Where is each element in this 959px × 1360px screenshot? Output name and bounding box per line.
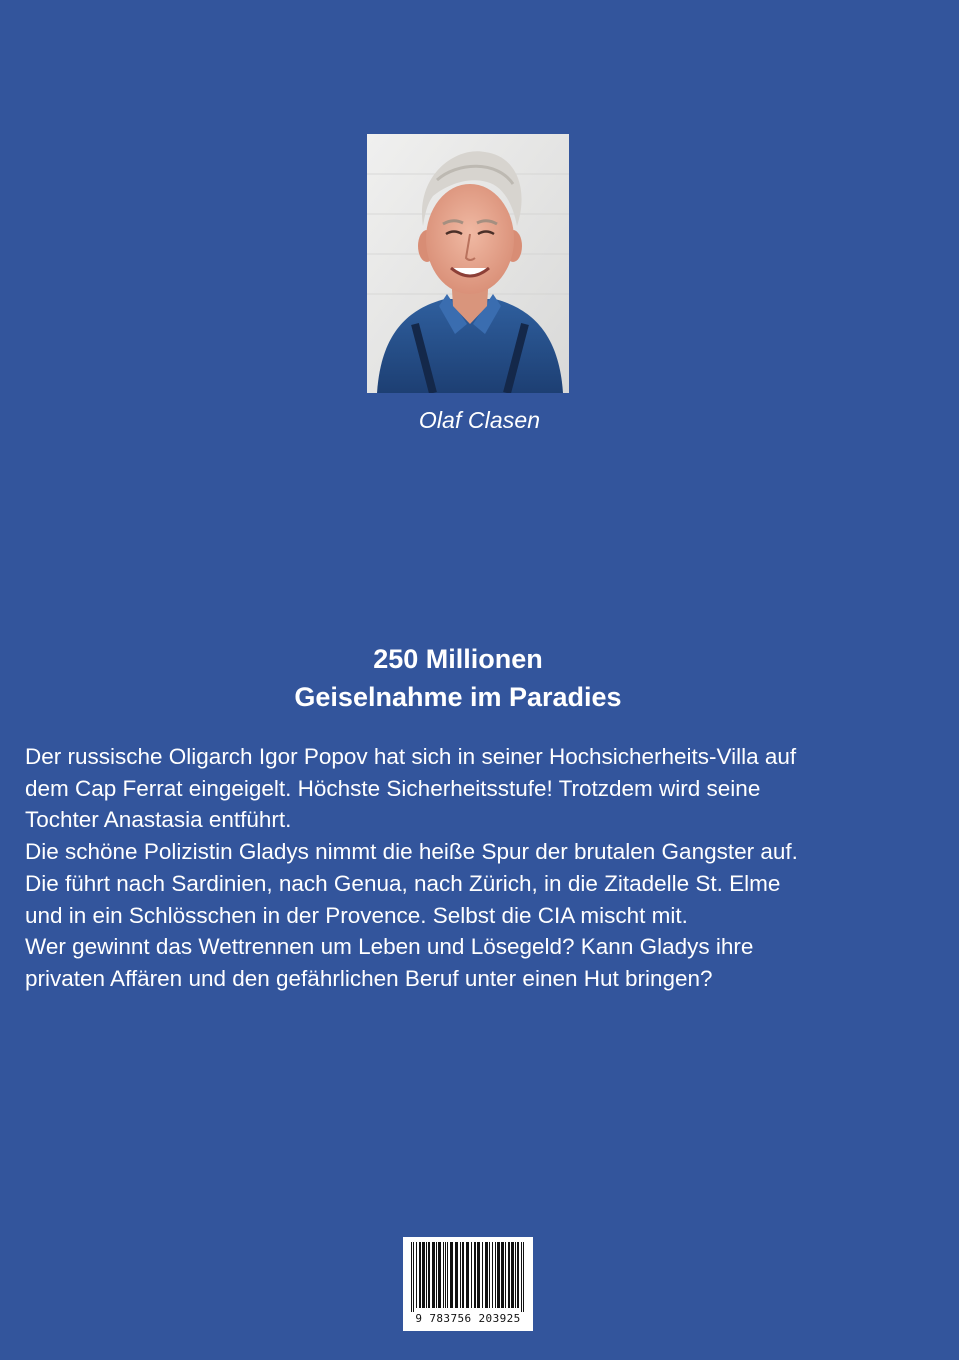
barcode-bar [460, 1242, 461, 1308]
barcode-bar [450, 1242, 453, 1308]
blurb-line: Die führt nach Sardinien, nach Genua, nach Zürich, in die Zitadelle St. Elme [25, 870, 781, 896]
barcode-bar [482, 1242, 483, 1308]
barcode-bar [515, 1242, 516, 1308]
barcode-digits: 9 783756 203925 [415, 1312, 521, 1325]
barcode-bar [521, 1242, 522, 1312]
book-title [0, 640, 916, 716]
blurb-line: Tochter Anastasia entführt. [25, 807, 292, 833]
barcode-bar [497, 1242, 500, 1308]
barcode-bar [455, 1242, 458, 1308]
barcode-bar [428, 1242, 430, 1308]
barcode-bar [436, 1242, 437, 1308]
title-line-1: 250 Millionen [373, 644, 543, 674]
barcode-bars [403, 1237, 533, 1313]
barcode-bar [426, 1242, 427, 1308]
barcode-bar [495, 1242, 496, 1308]
title-line-2: Geiselnahme im Paradies [294, 682, 622, 712]
barcode-bar [462, 1242, 464, 1308]
blurb-line: Die schöne Polizistin Gladys nimmt die heiße Spur der brutalen Gangster auf. [25, 839, 798, 865]
author-portrait [367, 134, 569, 393]
barcode-bar [505, 1242, 506, 1308]
barcode-bar [411, 1242, 412, 1312]
barcode-bar [508, 1242, 510, 1308]
barcode-bar [492, 1242, 493, 1308]
barcode-bar [489, 1242, 490, 1308]
blurb-line: Der russische Oligarch Igor Popov hat sich in seiner Hochsicherheits-Villa auf [25, 744, 797, 769]
barcode-bar [443, 1242, 444, 1308]
barcode-bar [422, 1242, 425, 1308]
barcode-bar [419, 1242, 421, 1308]
barcode-bar [438, 1242, 441, 1308]
isbn-barcode [403, 1237, 533, 1331]
blurb-line: Wer gewinnt das Wettrennen um Leben und Lösegeld? Kann Gladys ihre [25, 934, 754, 960]
blurb-line: dem Cap Ferrat eingeigelt. Höchste Sicherheitsstufe! Trotzdem wird seine [25, 775, 761, 801]
barcode-bar [466, 1242, 469, 1308]
blurb-line: privaten Affären und den gefährlichen Beruf unter einen Hut bringen? [25, 965, 713, 991]
barcode-bar [471, 1242, 472, 1308]
barcode-bar [447, 1242, 448, 1308]
barcode-bar [445, 1242, 446, 1308]
barcode-bar [511, 1242, 514, 1308]
blurb-text [25, 741, 935, 995]
barcode-bar [474, 1242, 476, 1308]
barcode-bar [413, 1242, 414, 1312]
barcode-bar [517, 1242, 519, 1308]
barcode-bar [523, 1242, 524, 1312]
barcode-bar [485, 1242, 488, 1308]
barcode-bar [477, 1242, 480, 1308]
barcode-bar [432, 1242, 435, 1308]
barcode-bar [501, 1242, 504, 1308]
barcode-bar [416, 1242, 417, 1308]
author-name: Olaf Clasen [418, 407, 541, 433]
blurb-line: und in ein Schlösschen in der Provence. Selbst die CIA mischt mit. [25, 902, 688, 928]
